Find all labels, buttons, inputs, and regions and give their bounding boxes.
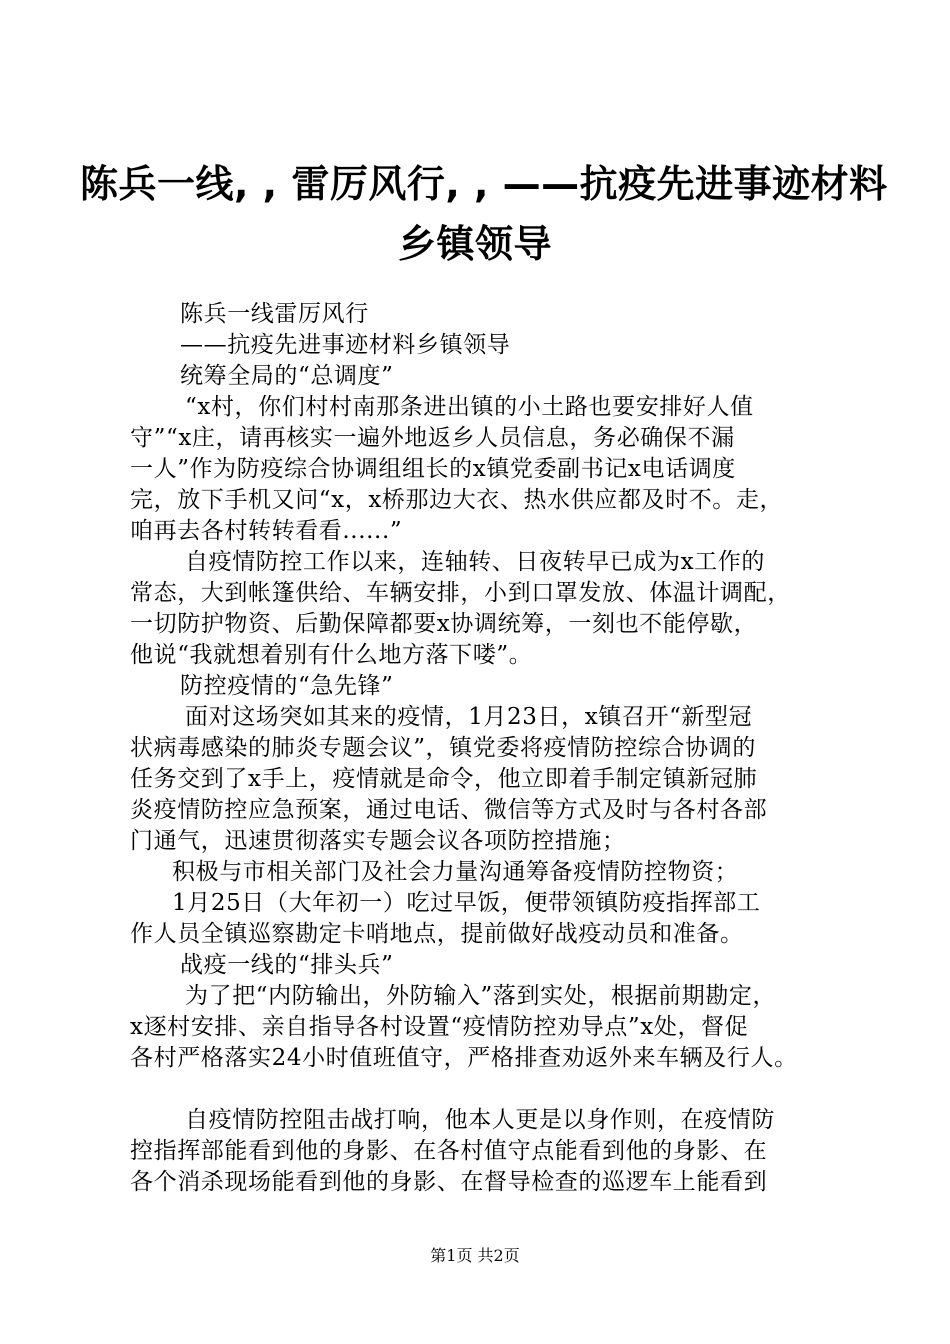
document-title-line-2: 乡镇领导 xyxy=(397,222,552,266)
page-footer: 第1页 共2页 xyxy=(430,1246,520,1265)
paragraph-line: 他说“我就想着别有什么地方落下喽”。 xyxy=(130,642,533,668)
paragraph-line: 为了把“内防输出，外防输入”落到实处，根据前期勘定， xyxy=(185,983,777,1009)
section-heading: 战疫一线的“排头兵” xyxy=(180,952,394,978)
paragraph-line: 积极与市相关部门及社会力量沟通筹备疫情防控物资； xyxy=(172,859,739,885)
paragraph-line: 完，放下手机又问“x，x桥那边大衣、热水供应都及时不。走， xyxy=(130,487,784,513)
paragraph-line: 门通气，迅速贯彻落实专题会议各项防控措施； xyxy=(130,828,626,854)
paragraph-line: 各村严格落实24小时值班值守，严格排查劝返外来车辆及行人。 xyxy=(130,1045,798,1071)
paragraph-line: 任务交到了x手上，疫情就是命令，他立即着手制定镇新冠肺 xyxy=(130,766,758,792)
paragraph-line: 作人员全镇巡察勘定卡哨地点，提前做好战疫动员和准备。 xyxy=(130,921,744,947)
paragraph-line: “x村，你们村村南那条进出镇的小土路也要安排好人值 xyxy=(185,394,754,420)
paragraph-line: x逐村安排、亲自指导各村设置“疫情防控劝导点”x处，督促 xyxy=(130,1014,749,1040)
paragraph-line: 状病毒感染的肺炎专题会议”，镇党委将疫情防控综合协调的 xyxy=(130,735,756,761)
paragraph-line: 一切防护物资、后勤保障都要x协调统筹，一刻也不能停歇， xyxy=(130,611,758,637)
section-heading: 统筹全局的“总调度” xyxy=(180,363,394,389)
paragraph-line: 1月25日（大年初一）吃过早饭，便带领镇防疫指挥部工 xyxy=(172,890,761,916)
paragraph-line: 自疫情防控工作以来，连轴转、日夜转早已成为x工作的 xyxy=(185,549,765,575)
section-heading: 防控疫情的“急先锋” xyxy=(180,673,394,699)
paragraph-line: 自疫情防控阻击战打响，他本人更是以身作则，在疫情防 xyxy=(185,1107,775,1133)
document-title-line-1: 陈兵一线, , 雷厉风行, , ——抗疫先进事迹材料 xyxy=(80,162,888,206)
paragraph-line: 一人”作为防疫综合协调组组长的x镇党委副书记x电话调度 xyxy=(130,456,736,482)
paragraph-line: 常态，大到帐篷供给、车辆安排，小到口罩发放、体温计调配， xyxy=(130,580,791,606)
document-body xyxy=(130,299,850,1198)
paragraph-line: 面对这场突如其来的疫情，1月23日，x镇召开“新型冠 xyxy=(185,704,753,730)
paragraph-spacer xyxy=(130,1074,850,1105)
paragraph-line: 各个消杀现场能看到他的身影、在督导检查的巡逻车上能看到 xyxy=(130,1169,768,1195)
paragraph-line: 咱再去各村转转看看......” xyxy=(130,518,403,544)
paragraph-line: 守”“x庄，请再核实一遍外地返乡人员信息，务必确保不漏 xyxy=(130,425,735,451)
subtitle-line: 陈兵一线雷厉风行 xyxy=(180,301,369,327)
paragraph-line: 控指挥部能看到他的身影、在各村值守点能看到他的身影、在 xyxy=(130,1138,768,1164)
subtitle-line: ——抗疫先进事迹材料乡镇领导 xyxy=(180,332,511,358)
paragraph-line: 炎疫情防控应急预案，通过电话、微信等方式及时与各村各部 xyxy=(130,797,768,823)
